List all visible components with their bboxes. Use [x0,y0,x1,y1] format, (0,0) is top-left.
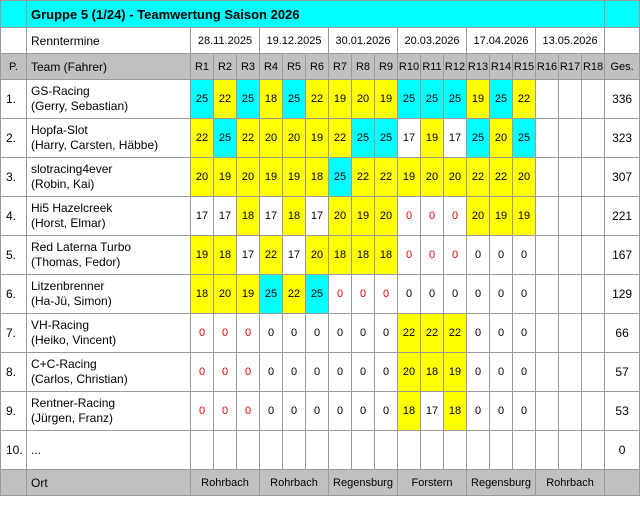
score-cell: 20 [352,80,375,119]
score-cell [559,197,582,236]
header-total: Ges. [605,54,640,80]
score-cell: 0 [329,314,352,353]
score-cell [559,314,582,353]
title-row [1,1,640,28]
total-cell: 53 [605,392,640,431]
score-cell: 17 [283,236,306,275]
race-location: Rohrbach [536,470,605,496]
score-cell: 0 [260,314,283,353]
score-cell: 0 [375,314,398,353]
team-drivers: (Robin, Kai) [31,177,95,191]
team-drivers: (Ha-Jü, Simon) [31,294,112,308]
position-cell: 2. [1,119,27,158]
score-cell: 20 [490,119,513,158]
header-round: R7 [329,54,352,80]
team-name: GS-Racing [31,84,90,98]
header-round: R16 [536,54,559,80]
table-row [1,275,640,314]
score-cell: 18 [191,275,214,314]
score-cell [490,431,513,470]
location-row [1,470,640,496]
score-cell [582,353,605,392]
table-row [1,353,640,392]
score-cell: 22 [352,158,375,197]
score-cell: 20 [237,158,260,197]
position-cell: 6. [1,275,27,314]
position-cell: 7. [1,314,27,353]
team-name: ... [31,442,42,457]
score-cell: 0 [352,314,375,353]
position-cell: 5. [1,236,27,275]
score-cell: 17 [214,197,237,236]
team-name: slotracing4ever [31,162,113,176]
score-cell [536,353,559,392]
score-cell [444,431,467,470]
score-cell [260,431,283,470]
header-round: R10 [398,54,421,80]
team-cell [27,431,191,470]
header-round: R9 [375,54,398,80]
total-cell: 307 [605,158,640,197]
score-cell: 25 [421,80,444,119]
dates-end-cell [605,28,640,54]
score-cell: 0 [421,236,444,275]
score-cell [559,236,582,275]
table-row [1,158,640,197]
score-cell: 0 [467,314,490,353]
score-cell: 17 [260,197,283,236]
score-cell: 25 [513,119,536,158]
score-cell: 19 [467,80,490,119]
score-cell: 20 [398,353,421,392]
team-name: Hopfa-Slot [31,123,88,137]
score-cell: 25 [260,275,283,314]
total-cell: 66 [605,314,640,353]
score-cell: 18 [283,197,306,236]
score-cell [559,353,582,392]
score-cell [283,431,306,470]
score-cell: 0 [513,236,536,275]
team-drivers: (Thomas, Fedor) [31,255,121,269]
score-cell: 0 [513,353,536,392]
score-cell: 19 [214,158,237,197]
total-cell: 336 [605,80,640,119]
title-end-cell [605,1,640,28]
score-cell: 25 [444,80,467,119]
score-cell: 0 [490,353,513,392]
score-cell: 17 [398,119,421,158]
score-cell: 22 [214,80,237,119]
position-cell: 9. [1,392,27,431]
score-cell: 0 [444,197,467,236]
score-cell: 18 [260,80,283,119]
score-cell [559,275,582,314]
score-cell: 19 [352,197,375,236]
total-cell: 323 [605,119,640,158]
score-cell: 0 [421,275,444,314]
score-cell [536,197,559,236]
score-cell [536,431,559,470]
race-date: 20.03.2026 [398,28,467,54]
score-cell [559,431,582,470]
total-cell: 221 [605,197,640,236]
table-title: Gruppe 5 (1/24) - Teamwertung Saison 2026 [27,1,605,28]
score-cell [582,314,605,353]
score-cell: 0 [352,353,375,392]
score-cell: 18 [444,392,467,431]
score-cell: 0 [237,392,260,431]
score-cell: 0 [260,353,283,392]
score-cell: 25 [237,80,260,119]
position-cell: 10. [1,431,27,470]
team-name: Litzenbrenner [31,279,105,293]
race-dates-row [1,28,640,54]
score-cell [329,431,352,470]
score-cell: 22 [306,80,329,119]
score-cell: 25 [467,119,490,158]
score-cell: 19 [191,236,214,275]
score-cell: 19 [490,197,513,236]
table-row [1,119,640,158]
score-cell: 19 [444,353,467,392]
header-round: R6 [306,54,329,80]
table-row [1,392,640,431]
score-cell: 19 [375,80,398,119]
location-label: Ort [27,470,191,496]
column-header-row [1,54,640,80]
score-cell: 20 [306,236,329,275]
score-cell: 22 [467,158,490,197]
team-cell [27,314,191,353]
team-name: C+C-Racing [31,357,97,371]
score-cell: 0 [306,392,329,431]
header-team: Team (Fahrer) [27,54,191,80]
score-cell [536,236,559,275]
score-cell: 0 [283,353,306,392]
score-cell: 0 [444,236,467,275]
header-round: R3 [237,54,260,80]
score-cell: 0 [283,314,306,353]
team-drivers: (Horst, Elmar) [31,216,106,230]
score-cell: 20 [467,197,490,236]
team-cell [27,275,191,314]
score-cell [237,431,260,470]
position-cell: 3. [1,158,27,197]
header-round: R12 [444,54,467,80]
team-drivers: (Jürgen, Franz) [31,411,114,425]
score-cell: 19 [329,80,352,119]
score-cell: 0 [375,353,398,392]
score-cell: 0 [214,353,237,392]
score-cell: 25 [375,119,398,158]
score-cell: 18 [375,236,398,275]
score-cell: 20 [260,119,283,158]
score-cell: 0 [191,314,214,353]
score-cell: 17 [444,119,467,158]
score-cell: 0 [375,275,398,314]
score-cell [513,431,536,470]
score-cell: 18 [306,158,329,197]
score-cell: 25 [329,158,352,197]
score-cell: 25 [191,80,214,119]
score-cell [536,314,559,353]
header-round: R14 [490,54,513,80]
table-row [1,431,640,470]
score-cell [191,431,214,470]
score-cell [536,119,559,158]
score-cell: 22 [490,158,513,197]
score-cell: 0 [306,314,329,353]
score-cell: 22 [444,314,467,353]
score-cell: 20 [375,197,398,236]
score-cell: 19 [513,197,536,236]
score-cell [559,392,582,431]
table-row [1,197,640,236]
team-name: VH-Racing [31,318,90,332]
score-cell [398,431,421,470]
race-date: 13.05.2026 [536,28,605,54]
score-cell: 0 [490,314,513,353]
score-cell: 0 [421,197,444,236]
score-cell [352,431,375,470]
score-cell [559,119,582,158]
score-cell: 22 [191,119,214,158]
score-cell: 0 [398,275,421,314]
score-cell: 22 [421,314,444,353]
score-cell [582,392,605,431]
score-cell: 20 [283,119,306,158]
score-cell: 0 [444,275,467,314]
score-cell: 17 [306,197,329,236]
score-cell: 0 [513,275,536,314]
score-cell [467,431,490,470]
score-cell: 22 [283,275,306,314]
score-cell: 0 [398,236,421,275]
score-cell: 17 [237,236,260,275]
title-corner-cell [1,1,27,28]
score-cell [582,431,605,470]
score-cell: 22 [375,158,398,197]
score-cell [582,119,605,158]
header-round: R8 [352,54,375,80]
team-cell [27,353,191,392]
footer-corner-cell [1,470,27,496]
race-location: Regensburg [329,470,398,496]
score-cell: 20 [191,158,214,197]
score-cell: 18 [352,236,375,275]
score-cell: 0 [490,392,513,431]
score-cell [582,158,605,197]
header-round: R2 [214,54,237,80]
score-cell: 18 [329,236,352,275]
score-cell [582,80,605,119]
score-cell: 0 [260,392,283,431]
score-cell: 0 [191,353,214,392]
score-cell: 0 [513,314,536,353]
position-cell: 4. [1,197,27,236]
race-location: Rohrbach [191,470,260,496]
score-cell [536,80,559,119]
score-cell: 0 [237,353,260,392]
score-cell: 0 [329,392,352,431]
score-cell: 25 [214,119,237,158]
score-cell: 17 [191,197,214,236]
header-round: R18 [582,54,605,80]
score-cell: 17 [421,392,444,431]
race-location: Rohrbach [260,470,329,496]
team-drivers: (Heiko, Vincent) [31,333,117,347]
race-dates-label: Renntermine [27,28,191,54]
score-cell: 22 [260,236,283,275]
race-location: Regensburg [467,470,536,496]
team-drivers: (Carlos, Christian) [31,372,128,386]
score-cell [306,431,329,470]
score-cell: 0 [467,353,490,392]
team-cell [27,80,191,119]
score-cell: 0 [490,275,513,314]
score-cell: 0 [191,392,214,431]
score-cell: 19 [237,275,260,314]
team-name: Red Laterna Turbo [31,240,132,254]
team-cell [27,236,191,275]
score-cell: 0 [513,392,536,431]
team-drivers: (Harry, Carsten, Häbbe) [31,138,159,152]
score-cell: 20 [214,275,237,314]
race-date: 28.11.2025 [191,28,260,54]
header-position: P. [1,54,27,80]
score-cell: 25 [352,119,375,158]
score-cell: 18 [421,353,444,392]
score-cell: 20 [421,158,444,197]
score-cell: 0 [467,275,490,314]
header-round: R4 [260,54,283,80]
score-cell: 0 [467,236,490,275]
score-cell [559,158,582,197]
score-cell: 18 [214,236,237,275]
race-date: 30.01.2026 [329,28,398,54]
score-cell: 0 [375,392,398,431]
table-row [1,314,640,353]
score-cell: 0 [398,197,421,236]
score-cell: 19 [306,119,329,158]
header-round: R13 [467,54,490,80]
team-drivers: (Gerry, Sebastian) [31,99,129,113]
score-cell: 18 [237,197,260,236]
score-cell: 19 [260,158,283,197]
score-cell: 0 [214,314,237,353]
score-cell [536,158,559,197]
score-cell: 0 [329,275,352,314]
score-cell [582,275,605,314]
team-cell [27,119,191,158]
team-cell [27,392,191,431]
header-round: R11 [421,54,444,80]
score-cell: 19 [398,158,421,197]
score-cell: 18 [398,392,421,431]
race-date: 17.04.2026 [467,28,536,54]
position-cell: 8. [1,353,27,392]
score-cell: 20 [444,158,467,197]
score-cell: 22 [237,119,260,158]
score-cell [536,392,559,431]
footer-end-cell [605,470,640,496]
score-cell: 0 [214,392,237,431]
total-cell: 129 [605,275,640,314]
dates-corner-cell [1,28,27,54]
race-date: 19.12.2025 [260,28,329,54]
score-cell: 0 [329,353,352,392]
team-cell [27,158,191,197]
score-cell: 0 [467,392,490,431]
team-cell [27,197,191,236]
score-cell: 25 [490,80,513,119]
score-cell: 22 [329,119,352,158]
score-cell: 0 [352,392,375,431]
score-cell: 0 [237,314,260,353]
score-cell: 0 [306,353,329,392]
table-row [1,236,640,275]
score-cell: 0 [352,275,375,314]
header-round: R1 [191,54,214,80]
score-cell [582,236,605,275]
score-cell [582,197,605,236]
table-row [1,80,640,119]
header-round: R5 [283,54,306,80]
score-cell: 25 [283,80,306,119]
score-cell: 22 [513,80,536,119]
team-name: Rentner-Racing [31,396,116,410]
score-cell: 20 [513,158,536,197]
score-cell: 0 [490,236,513,275]
score-cell [536,275,559,314]
score-cell: 19 [283,158,306,197]
total-cell: 0 [605,431,640,470]
score-cell: 19 [421,119,444,158]
total-cell: 57 [605,353,640,392]
race-location: Forstern [398,470,467,496]
score-cell [375,431,398,470]
team-name: Hi5 Hazelcreek [31,201,113,215]
header-round: R15 [513,54,536,80]
header-round: R17 [559,54,582,80]
score-cell [559,80,582,119]
score-cell: 22 [398,314,421,353]
score-cell: 20 [329,197,352,236]
position-cell: 1. [1,80,27,119]
score-cell: 0 [283,392,306,431]
total-cell: 167 [605,236,640,275]
score-cell: 25 [306,275,329,314]
score-cell [214,431,237,470]
score-cell [421,431,444,470]
score-cell: 25 [398,80,421,119]
